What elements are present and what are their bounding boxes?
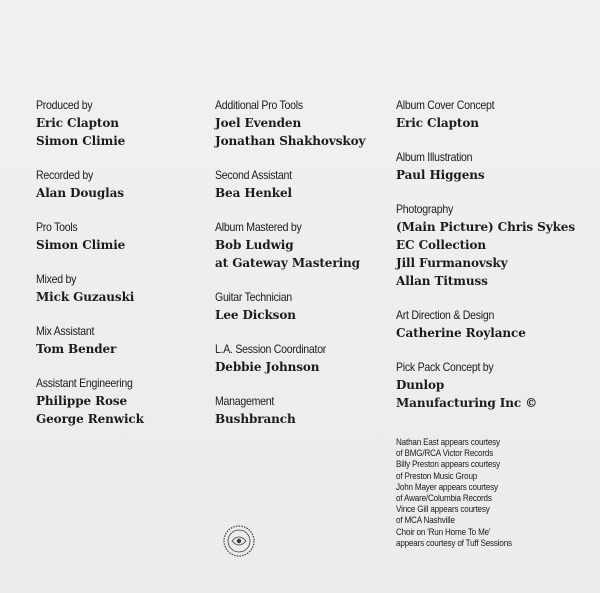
credit-role: L.A. Session Coordinator bbox=[215, 342, 327, 356]
courtesy-note-line: of MCA Nashville bbox=[396, 515, 455, 526]
credit-name: Tom Bender bbox=[36, 342, 117, 356]
credit-role: Pick Pack Concept by bbox=[396, 360, 494, 374]
credit-name: EC Collection bbox=[396, 238, 487, 252]
credit-block bbox=[215, 393, 393, 428]
credit-name: Simon Climie bbox=[36, 134, 126, 148]
credit-name: Simon Climie bbox=[36, 238, 126, 252]
credit-block bbox=[215, 219, 393, 272]
credit-name: Catherine Roylance bbox=[396, 326, 526, 340]
credit-role: Album Cover Concept bbox=[396, 98, 495, 112]
credit-name: Eric Clapton bbox=[396, 116, 479, 130]
credit-role: Album Mastered by bbox=[215, 220, 302, 234]
credit-name: Philippe Rose bbox=[36, 394, 128, 408]
credit-name: Allan Titmuss bbox=[396, 274, 488, 288]
credit-name: Bob Ludwig bbox=[215, 238, 294, 252]
credit-name: Alan Douglas bbox=[36, 186, 124, 200]
credit-role: Mix Assistant bbox=[36, 324, 95, 338]
credit-name: Bea Henkel bbox=[215, 186, 292, 200]
courtesy-note-line: of Preston Music Group bbox=[396, 470, 478, 481]
credit-role: Art Direction & Design bbox=[396, 308, 495, 322]
credit-block bbox=[36, 271, 206, 306]
credit-name: Lee Dickson bbox=[215, 308, 296, 322]
credit-block bbox=[396, 97, 596, 132]
credit-block bbox=[36, 97, 206, 150]
credit-block bbox=[36, 167, 206, 202]
credit-block bbox=[396, 201, 596, 290]
courtesy-note-line: of BMG/RCA Victor Records bbox=[396, 448, 494, 459]
credit-role: Additional Pro Tools bbox=[215, 98, 303, 112]
credit-block bbox=[215, 341, 393, 376]
credit-name: Manufacturing Inc © bbox=[396, 396, 538, 410]
credit-name: Mick Guzauski bbox=[36, 290, 135, 304]
credits-column-2 bbox=[215, 97, 393, 445]
courtesy-notes bbox=[396, 437, 596, 549]
credit-block bbox=[396, 307, 596, 342]
credit-role: Recorded by bbox=[36, 168, 93, 182]
credit-block bbox=[215, 97, 393, 150]
credit-block bbox=[215, 289, 393, 324]
credits-column-3 bbox=[396, 97, 596, 429]
credit-name: George Renwick bbox=[36, 412, 144, 426]
credit-name: Jonathan Shakhovskoy bbox=[215, 134, 366, 148]
credit-role: Album Illustration bbox=[396, 150, 473, 164]
credits-column-1 bbox=[36, 97, 206, 445]
circular-seal-icon bbox=[222, 524, 256, 558]
courtesy-note-line: Billy Preston appears courtesy bbox=[396, 459, 501, 470]
credit-name: Bushbranch bbox=[215, 412, 296, 426]
credit-role: Photography bbox=[396, 202, 453, 216]
credit-role: Produced by bbox=[36, 98, 93, 112]
credit-name: at Gateway Mastering bbox=[215, 256, 360, 270]
credit-name: Debbie Johnson bbox=[215, 360, 320, 374]
credit-block bbox=[36, 219, 206, 254]
credit-role: Assistant Engineering bbox=[36, 376, 133, 390]
credit-role: Management bbox=[215, 394, 275, 408]
courtesy-note-line: Vince Gill appears courtesy bbox=[396, 504, 490, 515]
credit-name: Jill Furmanovsky bbox=[396, 256, 508, 270]
credit-role: Mixed by bbox=[36, 272, 77, 286]
courtesy-note-line: Choir on 'Run Home To Me' bbox=[396, 526, 491, 537]
credit-name: Eric Clapton bbox=[36, 116, 119, 130]
credit-name: (Main Picture) Chris Sykes bbox=[396, 220, 575, 234]
credit-role: Second Assistant bbox=[215, 168, 292, 182]
courtesy-note-line: of Aware/Columbia Records bbox=[396, 493, 492, 504]
credit-name: Paul Higgens bbox=[396, 168, 485, 182]
credit-block bbox=[36, 323, 206, 358]
credit-role: Guitar Technician bbox=[215, 290, 292, 304]
courtesy-note-line: Nathan East appears courtesy bbox=[396, 437, 500, 447]
courtesy-note-line: John Mayer appears courtesy bbox=[396, 481, 498, 492]
credit-block bbox=[396, 149, 596, 184]
credit-block bbox=[396, 359, 596, 412]
credit-block bbox=[36, 375, 206, 428]
credit-role: Pro Tools bbox=[36, 220, 78, 234]
credit-name: Joel Evenden bbox=[215, 116, 302, 130]
courtesy-note-line: appears courtesy of Tuff Sessions bbox=[396, 537, 512, 548]
credit-name: Dunlop bbox=[396, 378, 445, 392]
credit-block bbox=[215, 167, 393, 202]
